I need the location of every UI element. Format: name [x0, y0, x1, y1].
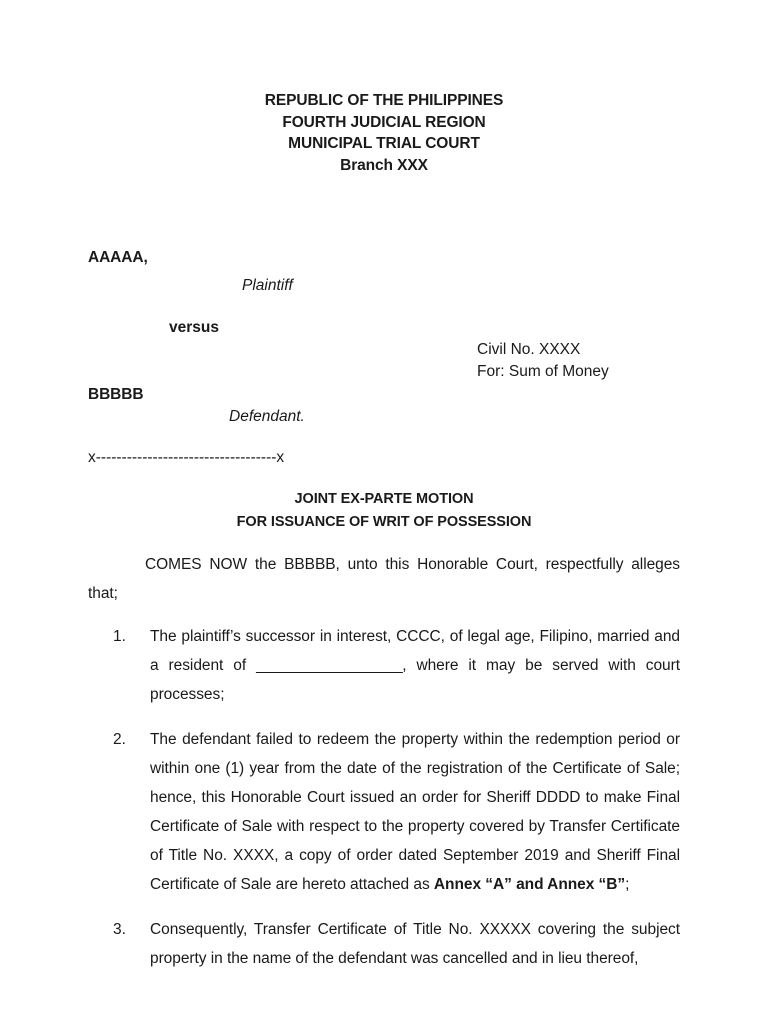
- allegation-text-after: , where it may be served with court processes;: [150, 657, 680, 703]
- allegation-text-before: The plaintiff’s successor in interest, CCCC, of legal age, Filipino, married and a resident of: [150, 628, 680, 674]
- allegation-text: [150, 915, 680, 973]
- allegation-text-before: Consequently, Transfer Certificate of Title No. XXXXX covering the subject property in the name of the defendant was cancelled and in lieu thereof,: [150, 921, 680, 967]
- court-header-line-region: FOURTH JUDICIAL REGION: [282, 113, 486, 131]
- civil-case-number: Civil No. XXXX: [477, 341, 581, 358]
- plaintiff-name: AAAAA,: [88, 249, 148, 266]
- motion-title: [88, 488, 680, 534]
- court-header-line-branch: Branch XXX: [340, 156, 428, 174]
- allegation-text: [150, 622, 680, 709]
- allegation-text-tail: ;: [625, 876, 630, 893]
- allegation-list: [88, 622, 680, 973]
- allegation-item: [88, 622, 680, 709]
- allegation-number: 2.: [113, 731, 126, 748]
- motion-body: [88, 550, 680, 973]
- defendant-role-label: Defendant.: [229, 408, 305, 425]
- court-header: [0, 90, 768, 176]
- allegation-item: [88, 915, 680, 973]
- case-caption: [0, 245, 768, 475]
- allegation-number: 1.: [113, 628, 126, 645]
- defendant-name: BBBBB: [88, 386, 144, 403]
- motion-title-line-1: JOINT EX-PARTE MOTION: [294, 491, 474, 507]
- caption-separator-rule: x-----------------------------------x: [88, 449, 285, 466]
- allegation-number: 3.: [113, 921, 126, 938]
- allegation-item: [88, 725, 680, 899]
- allegation-text: [150, 725, 680, 899]
- intro-paragraph: COMES NOW the BBBBB, unto this Honorable Court, respectfully alleges that;: [88, 556, 680, 602]
- annex-reference: Annex “A” and Annex “B”: [433, 876, 626, 893]
- case-nature: For: Sum of Money: [477, 363, 609, 380]
- residence-blank-field: __________________: [256, 657, 403, 674]
- plaintiff-role-label: Plaintiff: [242, 277, 293, 294]
- court-header-line-court: MUNICIPAL TRIAL COURT: [288, 135, 480, 153]
- court-header-line-republic: REPUBLIC OF THE PHILIPPINES: [264, 92, 504, 109]
- versus-label: versus: [169, 319, 219, 336]
- allegation-text-before: The defendant failed to redeem the property within the redemption period or within one (1) year from the date of the registration of the Certificate of Sale; hence, this Honorable Court issued an order for Sheriff DDDD to make Final Certificate of Sale with respect to the property covered by Transfer Certificate of Title No. XXXX, a copy of order dated September 2019 and Sheriff Final Certificate of Sale are hereto attached as: [150, 731, 680, 893]
- motion-title-line-2: FOR ISSUANCE OF WRIT OF POSSESSION: [236, 514, 532, 530]
